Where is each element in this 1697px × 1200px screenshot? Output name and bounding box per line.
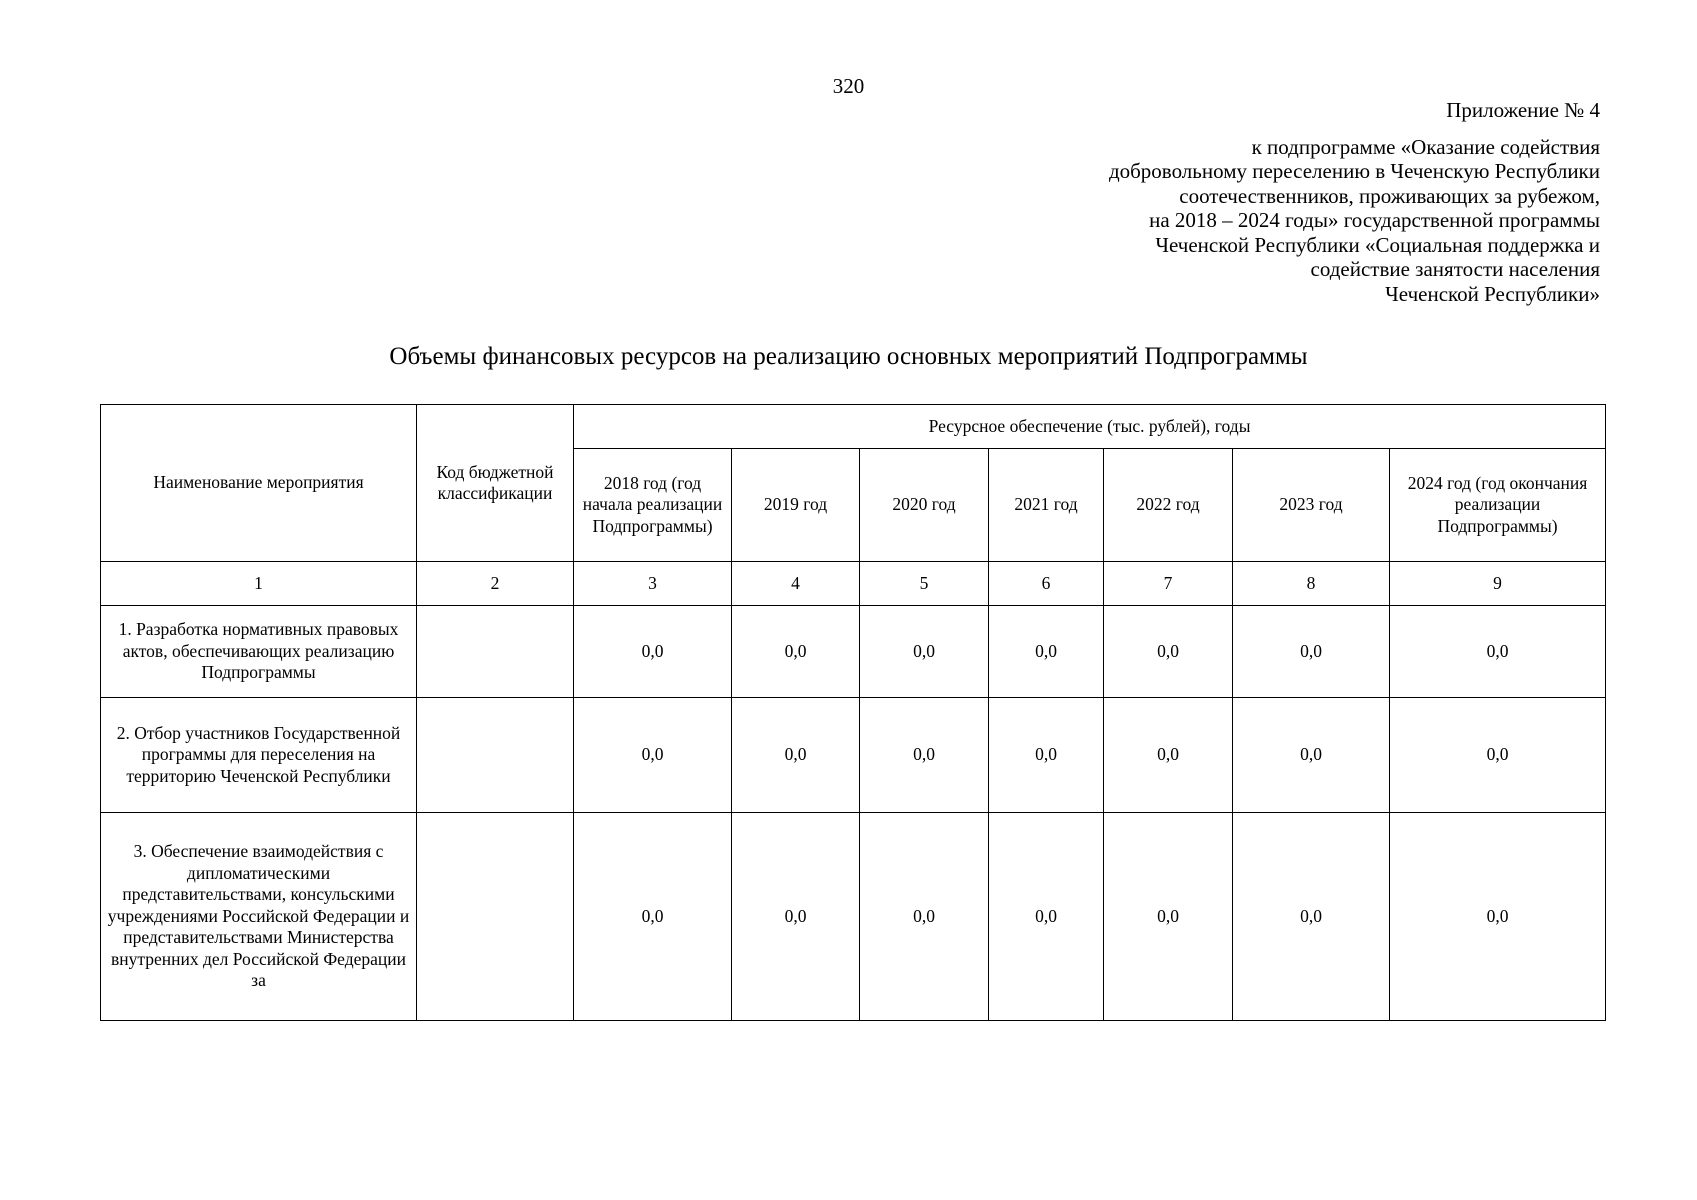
index-cell: 6	[989, 562, 1104, 606]
appendix-line: на 2018 – 2024 годы» государственной программы	[1149, 208, 1600, 232]
header-name-cell: Наименование мероприятия	[101, 405, 417, 562]
header-year-cell: 2023 год	[1233, 449, 1390, 562]
index-row	[101, 562, 1606, 606]
appendix-block	[1109, 98, 1600, 306]
value-cell: 0,0	[1233, 606, 1390, 698]
appendix-line: Чеченской Республики «Социальная поддержка и	[1155, 232, 1600, 257]
budget-code-cell	[417, 606, 574, 698]
activity-name-cell: 2. Отбор участников Государственной программы для переселения на территорию Чеченской Республики	[101, 698, 417, 813]
value-cell: 0,0	[1104, 698, 1233, 813]
appendix-line: Чеченской Республики»	[1385, 281, 1600, 306]
value-cell: 0,0	[989, 813, 1104, 1021]
appendix-title: Приложение № 4	[1446, 98, 1600, 122]
finance-table	[100, 404, 1606, 1021]
appendix-line: содействие занятости населения	[1310, 257, 1600, 281]
header-year-cell: 2022 год	[1104, 449, 1233, 562]
document-title: Объемы финансовых ресурсов на реализацию основных мероприятий Подпрограммы	[389, 343, 1308, 370]
value-cell: 0,0	[732, 813, 860, 1021]
index-cell: 8	[1233, 562, 1390, 606]
header-year-cell: 2020 год	[860, 449, 989, 562]
value-cell: 0,0	[732, 606, 860, 698]
value-cell: 0,0	[989, 698, 1104, 813]
value-cell: 0,0	[1104, 813, 1233, 1021]
header-code-cell: Код бюджетной классификации	[417, 405, 574, 562]
index-cell: 4	[732, 562, 860, 606]
appendix-line: соотечественников, проживающих за рубежом,	[1179, 183, 1600, 208]
value-cell: 0,0	[860, 606, 989, 698]
header-resource-cell: Ресурсное обеспечение (тыс. рублей), годы	[574, 405, 1606, 449]
index-cell: 7	[1104, 562, 1233, 606]
value-cell: 0,0	[989, 606, 1104, 698]
appendix-line: добровольному переселению в Чеченскую Республики	[1108, 159, 1600, 183]
index-cell: 1	[101, 562, 417, 606]
budget-code-cell	[417, 698, 574, 813]
appendix-line: к подпрограмме «Оказание содействия	[1251, 134, 1600, 159]
value-cell: 0,0	[732, 698, 860, 813]
value-cell: 0,0	[574, 813, 732, 1021]
table-row	[101, 698, 1606, 813]
value-cell: 0,0	[574, 698, 732, 813]
value-cell: 0,0	[1390, 698, 1606, 813]
value-cell: 0,0	[1390, 606, 1606, 698]
table-row	[101, 606, 1606, 698]
value-cell: 0,0	[574, 606, 732, 698]
index-cell: 2	[417, 562, 574, 606]
header-year-cell: 2024 год (год окончания реализации Подпрограммы)	[1390, 449, 1606, 562]
index-cell: 3	[574, 562, 732, 606]
value-cell: 0,0	[1104, 606, 1233, 698]
index-cell: 5	[860, 562, 989, 606]
header-year-cell: 2019 год	[732, 449, 860, 562]
value-cell: 0,0	[1233, 813, 1390, 1021]
header-year-cell: 2021 год	[989, 449, 1104, 562]
page-number: 320	[832, 74, 865, 98]
budget-code-cell	[417, 813, 574, 1021]
value-cell: 0,0	[1390, 813, 1606, 1021]
value-cell: 0,0	[1233, 698, 1390, 813]
index-cell: 9	[1390, 562, 1606, 606]
value-cell: 0,0	[860, 698, 989, 813]
header-row-resource	[101, 405, 1606, 449]
activity-name-cell: 3. Обеспечение взаимодействия с дипломатическими представительствами, консульскими учреждениями Российской Федерации и представительствами Министерства внутренних дел Российской Федерации за	[101, 813, 417, 1021]
header-year-cell: 2018 год (год начала реализации Подпрограммы)	[574, 449, 732, 562]
activity-name-cell: 1. Разработка нормативных правовых актов, обеспечивающих реализацию Подпрограммы	[101, 606, 417, 698]
table-row	[101, 813, 1606, 1021]
value-cell: 0,0	[860, 813, 989, 1021]
